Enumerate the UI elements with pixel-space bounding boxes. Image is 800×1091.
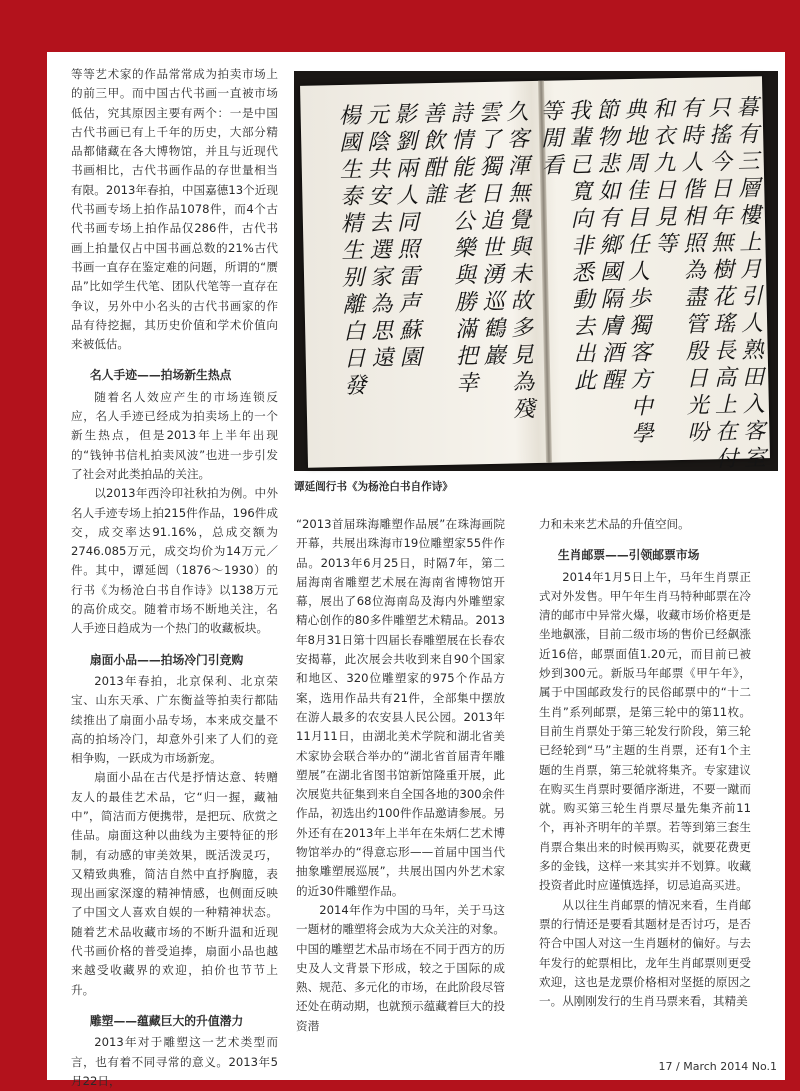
section-heading: 扇面小品——拍场冷门引竞购 — [89, 652, 244, 667]
calligraphy-column: 元陰共安去選家為思遠 — [366, 103, 395, 372]
calligraphy-book — [300, 76, 770, 473]
figure-caption: 谭延闿行书《为杨沧白书自作诗》 — [294, 481, 453, 493]
paragraph: 2013年对于雕塑这一艺术类型而言，也有着不同寻常的意义。2013年5月22日， — [71, 1035, 278, 1088]
magazine-page — [47, 52, 785, 1088]
paragraph: 从以往生肖邮票的情况来看，生肖邮票的行情还是要看其题材是否讨巧，是否符合中国人对这一生肖题材的偏好。与去年发行的蛇票相比，龙年生肖邮票则更受欢迎，这也是龙票价格相对坚挺的原因之一。从刚刚发行的生肖马票来看，其精美 — [539, 897, 751, 1009]
column-1 — [71, 65, 278, 1091]
section-heading: 名人手迹——拍场新生热点 — [89, 368, 232, 383]
column-2 — [296, 515, 505, 1036]
calligraphy-column: 等閒看 — [540, 99, 565, 179]
calligraphy-column: 只搖今日年無樹花瑤長高上在付 — [708, 95, 739, 473]
calligraphy-column: 雲了獨日追世湧巡鶴巖 — [478, 100, 507, 370]
paragraph: 扇面小品在古代是抒情达意、转赠友人的最佳艺术品，它“归一握，藏袖中”，简洁而方便携带，是把玩、欣赏之佳品。扇面这种以曲线为主要特征的形制，有动感的审美效果，既活泼灵巧，又精致典雅，简洁自然中直抒胸臆，表现出画家深邃的精神情感，也侧面反映了中国文人喜欢自娱的一种精神状态。随着艺术品收藏市场的不断升温和近现代书画价格的普受追捧，扇面小品也越来越受收藏界的欢迎，拍价也节节上升。 — [71, 770, 278, 997]
paragraph: 力和未来艺术品的升值空间。 — [539, 517, 690, 531]
paragraph: 随着名人效应产生的市场连锁反应，名人手迹已经成为拍卖场上的一个新生热点，但是2013年上半年出现的“钱钟书信札拍卖风波”也进一步引发了社会对此类拍品的关注。 — [71, 389, 278, 481]
paragraph: 以2013年西泠印社秋拍为例。中外名人手迹专场上拍215件作品，196件成交，成交率达91.16%，总成交额为2746.085万元，成交均价为14万元／件。其中，谭延闿（1876～1930）的行书《为杨沧白书自作诗》以138万元的高价成交。随着市场不断地关注，名人手迹日趋成为一个热门的收藏板块。 — [71, 486, 278, 636]
calligraphy-column: 詩情能老公樂與勝滿把幸 — [450, 101, 479, 397]
calligraphy-column: 有時人偕相照為盡管殷日光吩 — [680, 96, 710, 446]
paragraph: 2013年春拍，北京保利、北京荣宝、山东天承、广东衡益等拍卖行都陆续推出了扇面小品专场，本来成交量不高的拍场冷门，却意外引来了人们的竞相争购，一跃成为市场新宠。 — [71, 673, 278, 766]
calligraphy-photo — [294, 71, 778, 471]
calligraphy-column: 影劉兩人同照雷声蘇園 — [394, 102, 423, 371]
calligraphy-column: 久客渾無覺與未故多見為殘 — [506, 100, 536, 423]
calligraphy-column: 善飲酣誰 — [422, 101, 447, 209]
section-heading: 雕塑——蕴藏巨大的升值潜力 — [89, 1013, 244, 1028]
paragraph: “2013首届珠海雕塑作品展”在珠海画院开幕，共展出珠海市19位雕塑家55件作品。2013年6月25日，时隔7年，第二届海南省雕塑艺术展在海南省博物馆开幕，展出了68位海南岛及海内外雕塑家精心创作的80多件雕塑艺术精品。2013年8月31日第十四届长春雕塑展在长春农安揭幕，此次展会共收到来自90个国家和地区、320位雕塑家的975个作品方案，选用作品共有21件，全部集中摆放在游人最多的农安县人民公园。2013年11月11日，由湖北美术学院和湖北省美术家协会联合举办的“湖北省首届青年雕塑展”在湖北省图书馆新馆隆重开展，此次展览共征集到来自全国各地的300余件作品，初选出约100件作品邀请参展。另外还有在2013年上半年在朱炳仁艺术博物馆举办的“得意忘形——首届中国当代抽象雕塑展巡展”，共展出国内外艺术家的近30件雕塑作品。 — [296, 517, 505, 898]
paragraph: 等等艺术家的作品常常成为拍卖市场上的前三甲。而中国古代书画一直被市场低估，究其原因主要有两个：一是中国古代书画已有上千年的历史，大部分精品都储藏在各大博物馆，并且与近现代书画相比，古代书画作品的存世量相当有限。2013年春拍，中国嘉德13个近现代书画专场上拍作品1078件，而4个古代书画专场上拍作品仅286件，古代书画上拍量仅占中国书画总数的21%古代书画一直存在鉴定难的问题，所谓的“赝品”比如学生代笔、团队代笔等一直存在争议，另外中小名头的古代书画家的作品有待挖掘，其历史价值和学术价值向来被低估。 — [71, 67, 278, 352]
calligraphy-column: 暮有三層樓上月引人熟田入客室 — [736, 95, 767, 472]
calligraphy-column: 節物悲如有鄉國隔膚酒醒 — [596, 98, 625, 394]
calligraphy-column: 楊國生泰精生别離白日發 — [338, 103, 367, 400]
section-heading: 生肖邮票——引领邮票市场 — [557, 548, 700, 563]
calligraphy-column: 和衣九日見等 — [652, 97, 678, 258]
page-footer: 17 / March 2014 No.1 — [658, 1060, 777, 1073]
calligraphy-column: 典地周佳目任人歩獨客方中學 — [624, 97, 654, 448]
calligraphy-column: 我輩已寬向非悉動去出此 — [568, 98, 597, 395]
paragraph: 2014年1月5日上午，马年生肖票正式对外发售。甲午年生肖马特种邮票在冷清的邮市中异常火爆，收藏市场价格更是坐地飙涨，目前二级市场的售价已经飙涨近16倍，邮票面值1.20元，而目前已被炒到300元。新版马年邮票《甲午年》，属于中国邮政发行的民俗邮票中的“十二生肖”系列邮票，是第三轮中的第11枚。目前生肖票处于第三轮发行阶段，第三轮已经轮到“马”主题的生肖票，还有1个主题的生肖票，第三轮就将集齐。专家建议在购买生肖票时要循序渐进，不要一蹴而就。购买第三轮生肖票尽量先集齐前11个，再补齐明年的羊票。若等到第三套生肖票合集出来的时候再购买，就要花费更多的金钱，这样一来其实并不划算。收藏投资者此时应谨慎选择，切忌追高买进。 — [539, 569, 751, 893]
paragraph: 2014年作为中国的马年，关于马这一题材的雕塑将会成为大众关注的对象。中国的雕塑艺术品市场在不同于西方的历史及人文背景下形成，较之于国际的成熟、规范、多元化的市场，在此阶段尽管还处在萌动期，也就预示蕴藏着巨大的投资潜 — [296, 902, 505, 1033]
column-3 — [539, 515, 751, 1011]
